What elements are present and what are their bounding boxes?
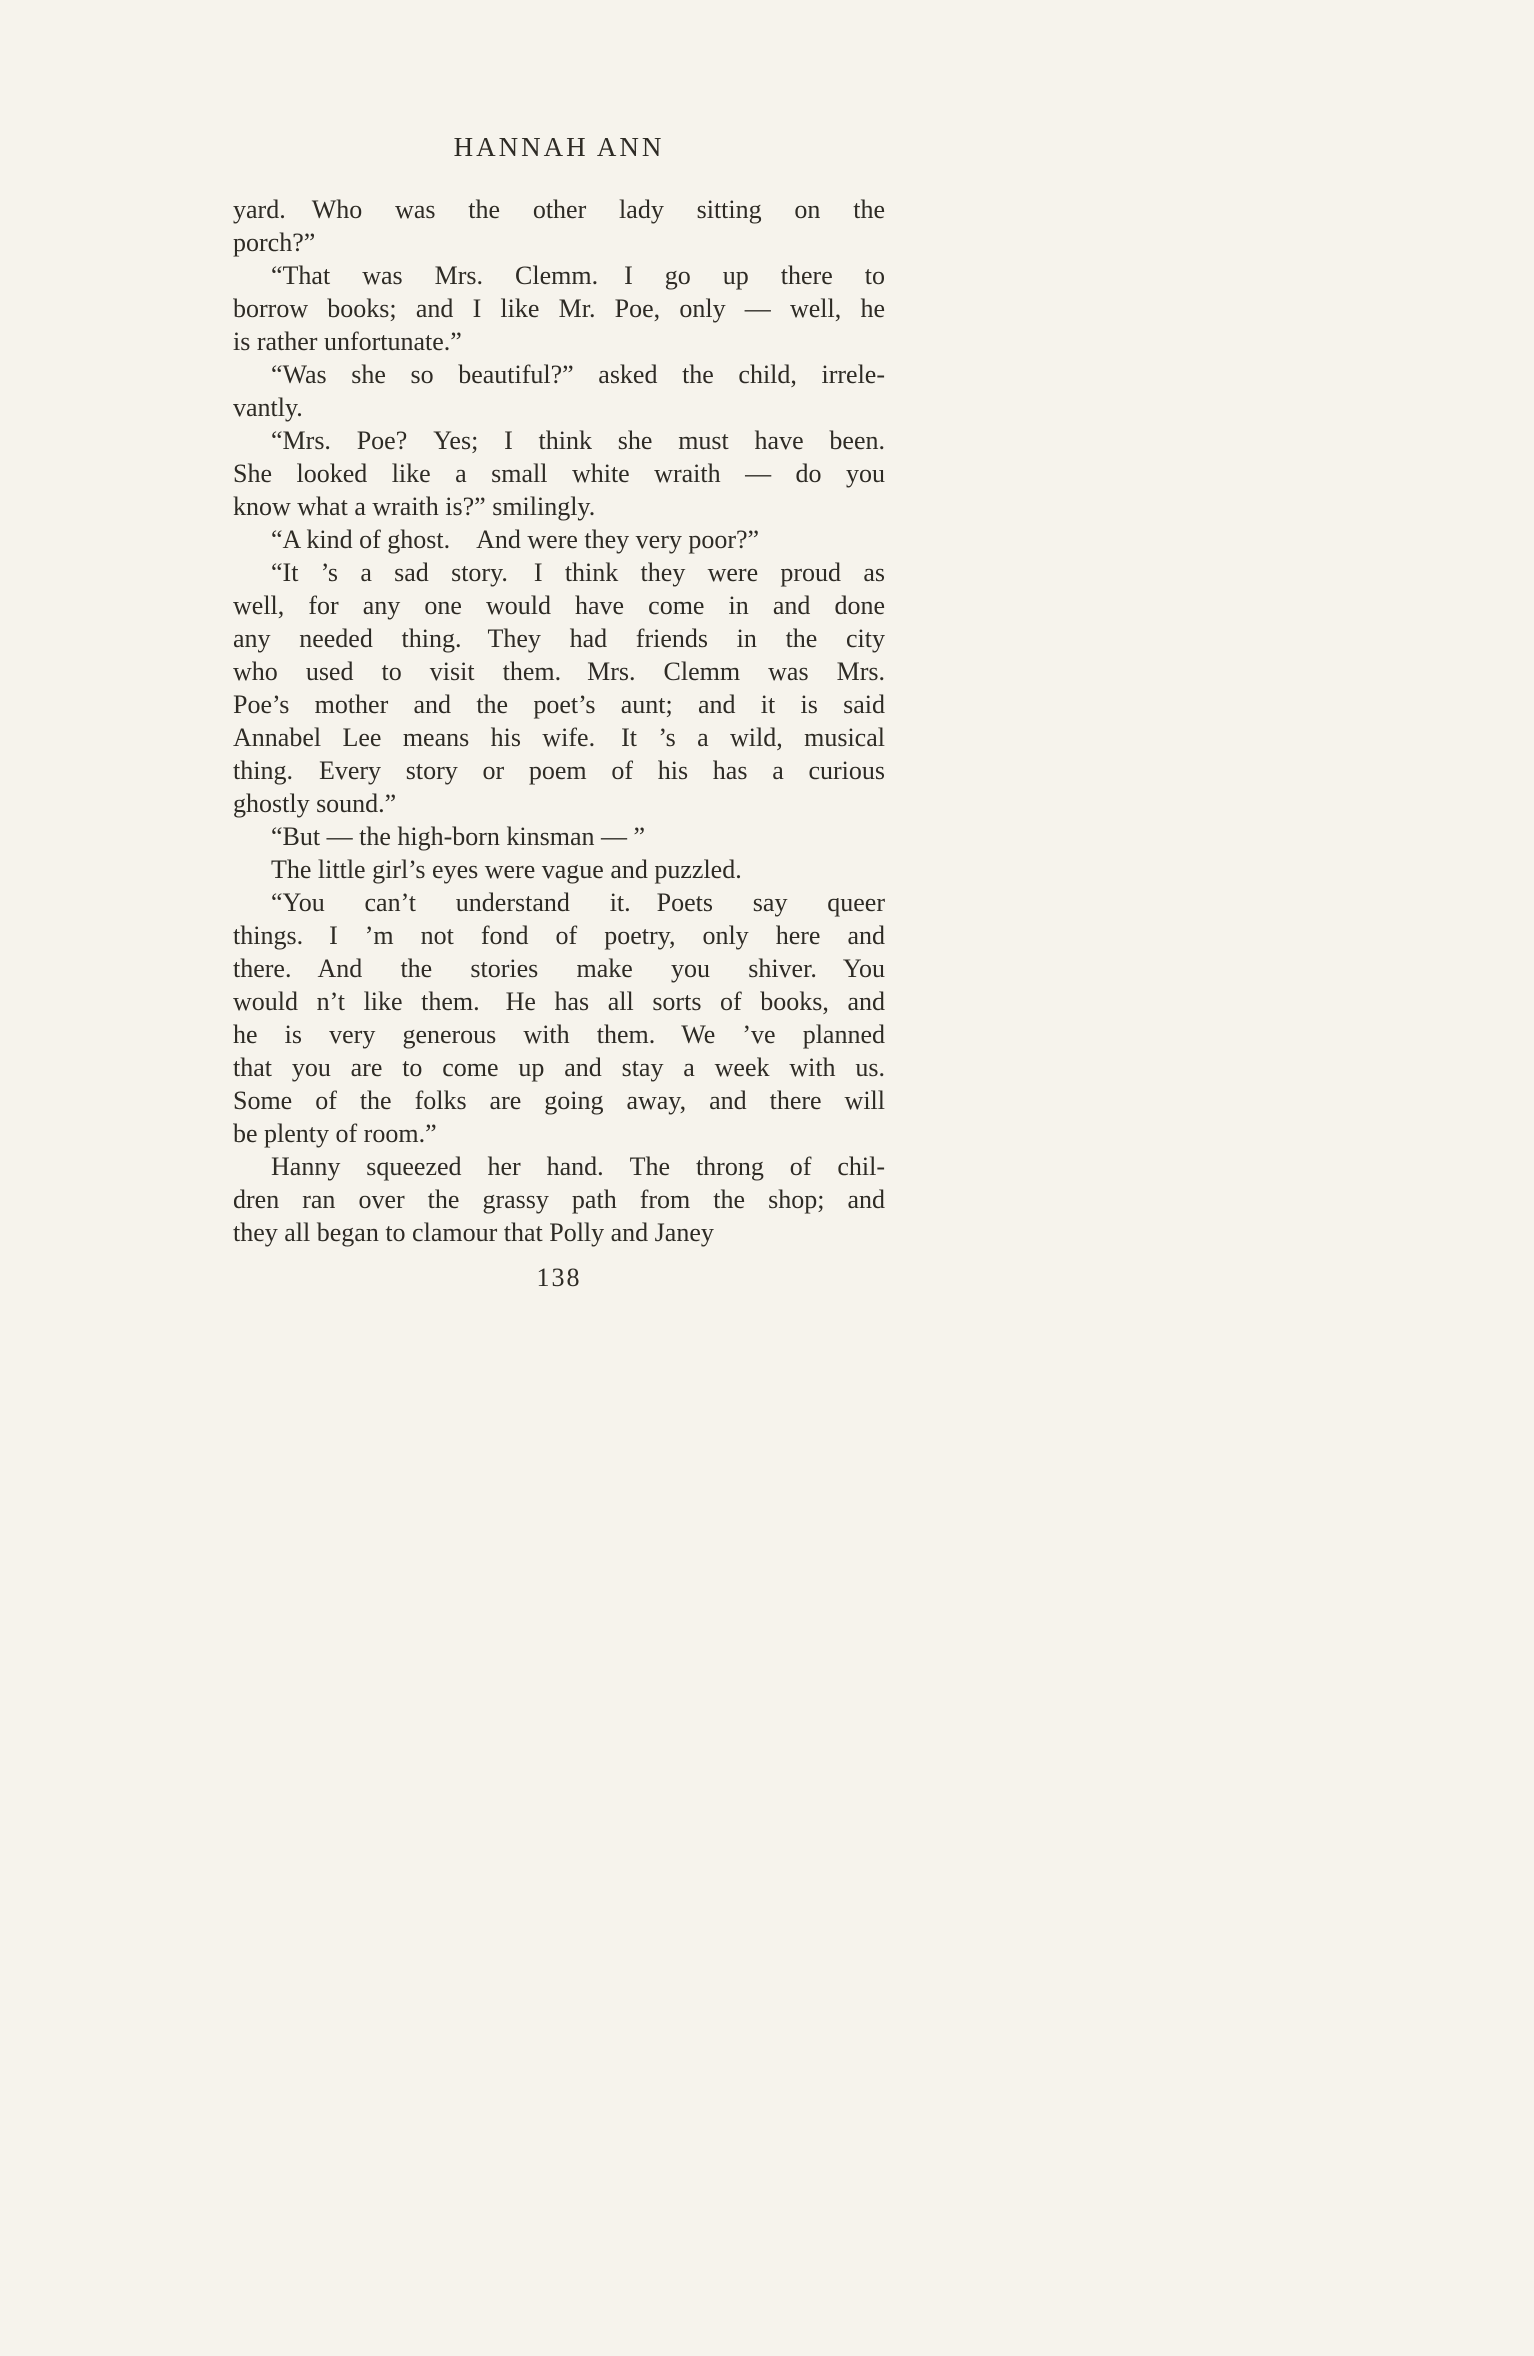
running-header: HANNAH ANN xyxy=(453,132,665,162)
text-line: yard. Who was the other lady sitting on the xyxy=(233,195,885,224)
text-line: well, for any one would have come in and done xyxy=(233,591,885,620)
text-line: Annabel Lee means his wife. It ’s a wild, musical xyxy=(233,723,885,752)
paragraph xyxy=(233,556,885,820)
paragraph xyxy=(233,193,885,259)
text-line: would n’t like them. He has all sorts of books, and xyxy=(233,987,885,1016)
paragraph xyxy=(233,853,885,886)
text-line: “A kind of ghost. And were they very poor?” xyxy=(271,525,760,554)
text-line: “It ’s a sad story. I think they were proud as xyxy=(271,558,885,587)
text-line: be plenty of room.” xyxy=(233,1119,437,1148)
text-line: they all began to clamour that Polly and Janey xyxy=(233,1218,714,1247)
paragraph xyxy=(233,1150,885,1249)
text-line: things. I ’m not fond of poetry, only here and xyxy=(233,921,885,950)
text-line: borrow books; and I like Mr. Poe, only — well, he xyxy=(233,294,885,323)
text-line: ghostly sound.” xyxy=(233,789,397,818)
paragraph xyxy=(233,820,885,853)
paragraph xyxy=(233,358,885,424)
text-line: is rather unfortunate.” xyxy=(233,327,462,356)
page-content xyxy=(233,132,885,1293)
page-number: 138 xyxy=(536,1263,582,1292)
text-line: dren ran over the grassy path from the shop; and xyxy=(233,1185,885,1214)
text-line: who used to visit them. Mrs. Clemm was Mrs. xyxy=(233,657,885,686)
text-line: She looked like a small white wraith — do you xyxy=(233,459,885,488)
paragraph xyxy=(233,424,885,523)
text-line: “Mrs. Poe? Yes; I think she must have been. xyxy=(271,426,885,455)
text-line: “That was Mrs. Clemm. I go up there to xyxy=(271,261,885,290)
text-line: “You can’t understand it. Poets say queer xyxy=(271,888,885,917)
paragraph xyxy=(233,259,885,358)
paragraph xyxy=(233,523,885,556)
text-line: there. And the stories make you shiver. You xyxy=(233,954,885,983)
text-line: thing. Every story or poem of his has a curious xyxy=(233,756,885,785)
text-line: Hanny squeezed her hand. The throng of chil- xyxy=(271,1152,885,1181)
text-line: that you are to come up and stay a week with us. xyxy=(233,1053,885,1082)
text-line: vantly. xyxy=(233,393,303,422)
text-line: The little girl’s eyes were vague and puzzled. xyxy=(271,855,742,884)
text-line: “Was she so beautiful?” asked the child, irrele- xyxy=(271,360,885,389)
text-line: any needed thing. They had friends in the city xyxy=(233,624,885,653)
text-block xyxy=(233,193,885,1249)
text-line: “But — the high-born kinsman — ” xyxy=(271,822,646,851)
paragraph xyxy=(233,886,885,1150)
text-line: porch?” xyxy=(233,228,316,257)
text-line: Some of the folks are going away, and there will xyxy=(233,1086,885,1115)
text-line: he is very generous with them. We ’ve planned xyxy=(233,1020,885,1049)
text-line: know what a wraith is?” smilingly. xyxy=(233,492,596,521)
text-line: Poe’s mother and the poet’s aunt; and it is said xyxy=(233,690,885,719)
